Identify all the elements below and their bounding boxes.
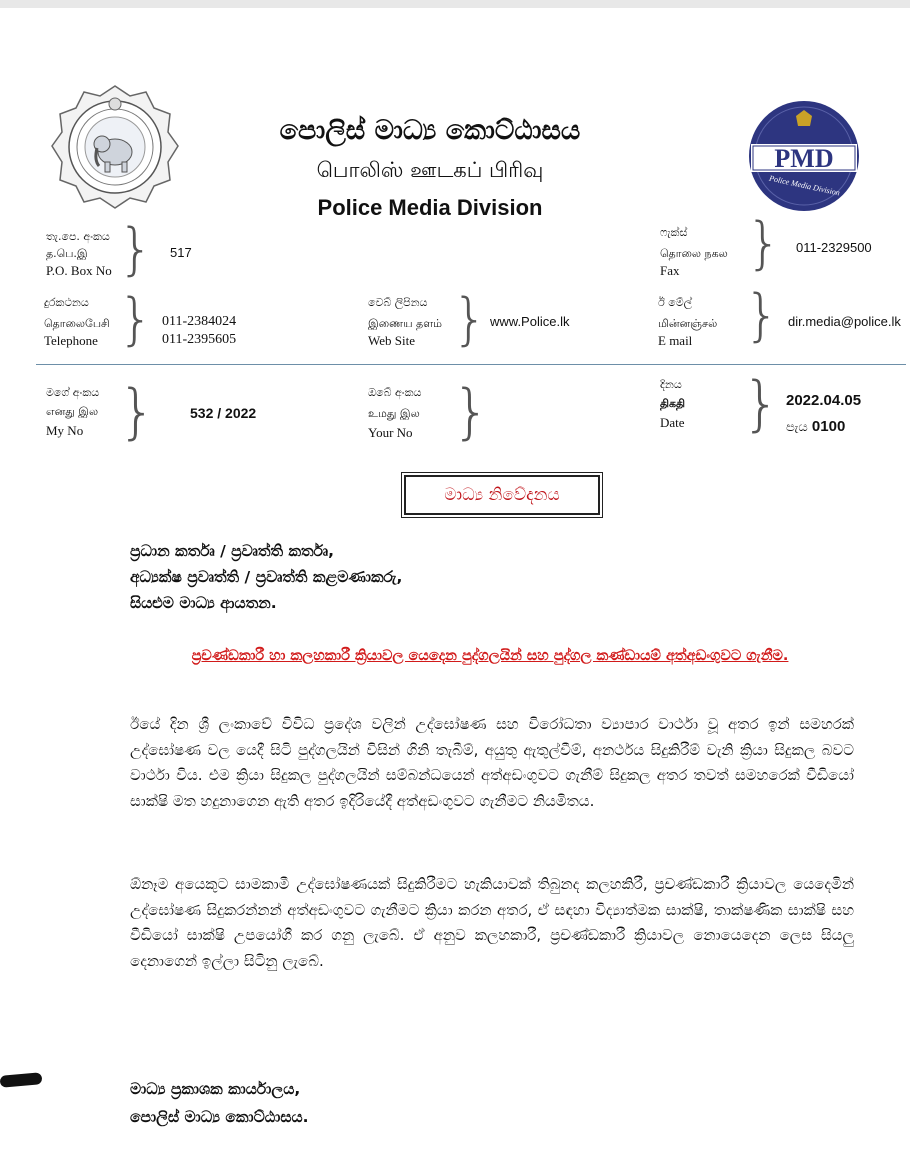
window-top-bar [0,0,910,8]
your-no-label [368,384,421,441]
telephone-label-en: Telephone [44,333,98,348]
date-value: 2022.04.05 [786,392,862,409]
date-label-en: Date [660,415,685,430]
brace-icon: } [118,217,154,282]
time-value: 0100 [811,418,846,435]
title-tamil: பொலிஸ் ஊடகப் பிரிவு [316,158,544,182]
pmd-logo-caption: Police Media Division [768,173,841,198]
my-no-value: 532 / 2022 [190,405,257,421]
pmd-logo [748,100,860,212]
email-label-en: E mail [658,333,693,348]
your-no-label-ta: உமது இல [368,407,420,420]
recipient-line: ප්‍රධාන කර්තෘ / ප්‍රවෘත්ති කර්තෘ, [130,542,334,560]
my-no-label-si: මගේ අංකය [46,386,100,399]
subject-heading: ප්‍රචණ්ඩකාරී හා කලහකාරී ක්‍රියාවල යෙදෙන පුද්ගලයින් සහ පුද්ගල කණ්ඩායම් අත්අඩංගුවට ගැනීම. [191,648,789,664]
fax-label-en: Fax [660,263,680,278]
telephone-label-ta: தொலைபேசி [44,317,110,330]
your-no-label-si: ඔබේ අංකය [368,386,422,399]
date-label-ta: திகதி [660,397,686,410]
website-label-en: Web Site [368,333,415,348]
email-label-ta: மின்னஞ்சல் [658,317,718,330]
recipient-line: අධ්‍යක්ෂ ප්‍රවෘත්ති / ප්‍රවෘත්ති කළමණාකරු, [130,568,403,586]
signature-line: මාධ්‍ය ප්‍රකාශක කාර්යාලය, [130,1080,301,1098]
recipient-line: සියළුම මාධ්‍ය ආයතන. [130,594,277,612]
date-label [660,376,685,431]
title-english: Police Media Division [317,195,543,220]
my-no-label-ta: எனது இல [46,405,99,418]
fax-value: 011-2329500 [796,240,872,255]
pmd-logo-text: PMD [774,144,834,173]
website-value: www.Police.lk [490,314,570,329]
pen-mark [0,1072,42,1088]
my-no-label [46,384,99,439]
signature-block [130,1075,309,1131]
fax-label-si: ෆැක්ස් [660,226,688,239]
your-no-label-en: Your No [368,425,413,440]
brace-icon: } [452,287,488,352]
website-label-ta: இணைய தளம் [368,317,442,330]
header-divider [36,364,906,365]
telephone-value-1: 011-2384024 [162,314,237,329]
telephone-label [44,294,110,349]
recipients [130,538,402,616]
police-emblem [50,82,180,212]
pobox-label-si: තැ.පෙ. අංකය [46,230,110,243]
time-label: පැය [786,420,808,435]
fax-label-ta: தொலை நகல [660,247,728,260]
brace-icon: } [452,377,491,447]
signature-line: පොලිස් මාධ්‍ය කොට්ඨාසය. [130,1108,309,1126]
email-label-si: ඊ මේල් [658,296,693,309]
pobox-label-ta: த.பெ.இ [46,247,88,260]
title-sinhala: පොලිස් මාධ්‍ය කොට්ඨාසය [279,115,581,146]
my-no-label-en: My No [46,423,84,438]
fax-label [660,224,728,279]
body-paragraph-2: ඕනෑම අයෙකුට සාමකාමී උද්ඝෝෂණයක් සිදුකිරීමට හැකියාවක් තිබුනද කලහකිරී, ප්‍රචණ්ඩකාරී ක්‍රියාවල යෙදෙමින් උද්ඝෝෂණ සිදුකරන්නන් අත්අඩංගුවට ගැනීමට ක්‍රියා කරන අතර, ඒ සඳහා විද්‍යාත්මක සාක්ෂි, තාක්ෂණික සාක්ෂි සහ වීඩියෝ සාක්ෂි උපයෝගී කර ගනු ලැබේ. ඒ අනුව කලහකාරී, ප්‍රචණ්ඩකාරී ක්‍රියාවල නොයෙදෙන ලෙස සියලු දෙනාගෙන් ඉල්ලා සිටිනු ලැබේ. [130,875,854,970]
date-label-si: දිනය [660,378,682,391]
brace-icon: } [744,283,780,348]
website-label [368,294,442,349]
email-label [658,294,717,349]
time-row [786,418,845,435]
body-paragraph-1: ඊයේ දින ශ්‍රී ලංකාවේ විවිධ ප්‍රදේශ වලින් උද්ඝෝෂණ සහ විරෝධතා ව්‍යාපාර වාර්ථා වූ අතර ඉන් සමහරක් උද්ඝෝෂණ වල යෙදී සිටි පුද්ගලයින් විසින් ගිනි තැබීම්, අයුතු ඇතුල්වීම්, අනර්ථය සිදුකිරීම් වැනි ක්‍රියා සිදුකල බවට වාර්ථා විය. එම ක්‍රියා සිදුකල පුද්ගලයින් සම්බන්ධයෙන් අත්අඩංගුවට ගැනීම් සිදුකල අතර තවත් සමහරෙක් වීඩියෝ සාක්ෂි මත හදුනාගෙන ඇති අතර ඉදිරියේදී අත්අඩංගුවට ගැනීමට නියමිතය. [130,715,854,810]
brace-icon: } [118,377,157,447]
notice-title: මාධ්‍ය නිවේදනය [404,475,600,515]
brace-icon: } [742,369,781,439]
brace-icon: } [118,287,154,352]
website-label-si: වෙබ් ලිපිනය [368,296,428,309]
telephone-label-si: දුරකථනය [44,296,89,309]
telephone-value-2: 011-2395605 [162,332,237,347]
pobox-value: 517 [170,245,192,260]
email-value: dir.media@police.lk [788,314,901,329]
pobox-label-en: P.O. Box No [46,263,112,278]
pobox-label [46,228,112,279]
brace-icon: } [746,211,782,276]
